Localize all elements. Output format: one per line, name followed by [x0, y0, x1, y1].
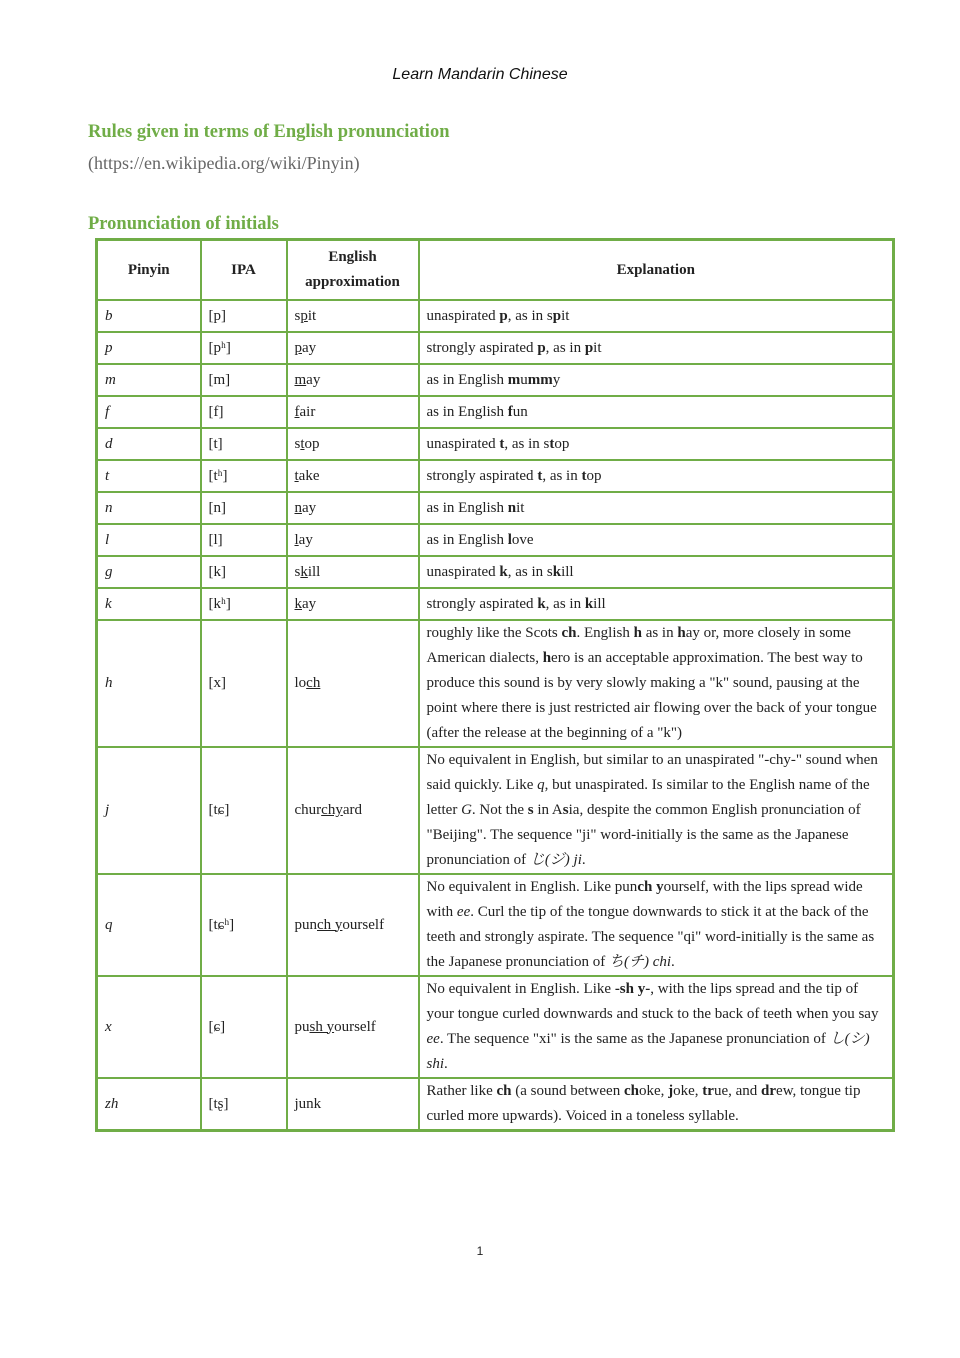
- explanation-segment: k: [552, 563, 562, 580]
- explanation-segment: ia, despite the common English pronunciation of "Beijing". The sequence "ji" word-initially is the same as the Japanese pronunciation of: [426, 802, 861, 868]
- english-approximation-cell: [287, 492, 419, 524]
- explanation-segment: ay or, more closely in some American dialects,: [426, 625, 851, 666]
- explanation-segment: p: [552, 307, 562, 324]
- explanation-segment: t: [499, 435, 505, 452]
- ipa-cell: [tʰ]: [201, 460, 287, 492]
- explanation-segment: , as in: [545, 339, 585, 356]
- english-segment: k: [294, 595, 302, 612]
- explanation-segment: as in English: [426, 403, 508, 420]
- header-ipa: IPA: [201, 240, 287, 301]
- explanation-segment: ch: [496, 1083, 512, 1099]
- english-segment: s: [294, 435, 301, 452]
- explanation-segment: ch y: [637, 879, 664, 895]
- english-segment: t: [300, 435, 305, 452]
- table-row: [97, 300, 894, 332]
- explanation-segment: , as in: [542, 467, 582, 484]
- explanation-segment: y: [552, 371, 561, 388]
- english-segment: ay: [302, 339, 317, 356]
- ipa-cell: [k]: [201, 556, 287, 588]
- explanation-cell: [419, 492, 894, 524]
- explanation-segment: strongly aspirated: [426, 339, 538, 356]
- english-approximation-cell: [287, 428, 419, 460]
- explanation-segment: . The sequence "xi" is the same as the Japanese pronunciation of: [439, 1031, 830, 1047]
- table-row: [97, 874, 894, 976]
- explanation-segment: m: [507, 371, 521, 388]
- ipa-cell: [p]: [201, 300, 287, 332]
- explanation-segment: strongly aspirated: [426, 467, 538, 484]
- section-heading: Rules given in terms of English pronunciation: [88, 122, 450, 142]
- explanation-segment: k: [537, 595, 546, 612]
- pinyin-cell: t: [97, 460, 201, 492]
- pinyin-cell: l: [97, 524, 201, 556]
- explanation-segment: h: [677, 625, 686, 641]
- english-approximation-cell: [287, 364, 419, 396]
- english-segment: it: [307, 307, 317, 324]
- explanation-segment: No equivalent in English. Like pun: [426, 879, 638, 895]
- english-segment: op: [304, 435, 320, 452]
- explanation-segment: q: [537, 777, 545, 793]
- explanation-segment: tr: [702, 1083, 714, 1099]
- pinyin-cell: zh: [97, 1078, 201, 1131]
- english-segment: n: [294, 499, 302, 516]
- english-segment: ay: [302, 499, 317, 516]
- explanation-segment: un: [512, 403, 528, 420]
- english-segment: t: [294, 467, 299, 484]
- explanation-segment: in A: [533, 802, 563, 818]
- english-approximation-cell: [287, 460, 419, 492]
- explanation-segment: . English: [576, 625, 634, 641]
- pinyin-cell: m: [97, 364, 201, 396]
- pinyin-cell: k: [97, 588, 201, 620]
- explanation-cell: [419, 747, 894, 874]
- explanation-segment: .: [444, 1056, 448, 1072]
- explanation-segment: it: [593, 339, 602, 356]
- ipa-cell: [m]: [201, 364, 287, 396]
- english-segment: f: [294, 403, 300, 420]
- ipa-cell: [tʂ]: [201, 1078, 287, 1131]
- english-segment: ill: [307, 563, 321, 580]
- explanation-segment: as in English: [426, 531, 508, 548]
- table-row: [97, 460, 894, 492]
- explanation-segment: Rather like: [426, 1083, 497, 1099]
- table-row: [97, 620, 894, 747]
- explanation-segment: じ(ジ) ji: [529, 852, 582, 868]
- table-row: [97, 556, 894, 588]
- table-row: [97, 428, 894, 460]
- pinyin-cell: h: [97, 620, 201, 747]
- table-row: [97, 396, 894, 428]
- ipa-cell: [n]: [201, 492, 287, 524]
- pinyin-cell: q: [97, 874, 201, 976]
- explanation-cell: [419, 620, 894, 747]
- subsection-heading: Pronunciation of initials: [88, 214, 279, 234]
- explanation-segment: .: [581, 852, 586, 868]
- ipa-cell: [l]: [201, 524, 287, 556]
- explanation-cell: [419, 588, 894, 620]
- explanation-segment: j: [668, 1083, 674, 1099]
- explanation-segment: unaspirated: [426, 307, 500, 324]
- explanation-segment: No equivalent in English. Like: [426, 981, 615, 997]
- explanation-segment: , as in s: [504, 435, 550, 452]
- table-row: [97, 976, 894, 1078]
- english-segment: l: [294, 531, 299, 548]
- pinyin-cell: j: [97, 747, 201, 874]
- table-header-row: [97, 240, 894, 301]
- english-segment: chy: [321, 802, 343, 818]
- explanation-cell: [419, 428, 894, 460]
- english-segment: s: [294, 563, 301, 580]
- explanation-cell: [419, 556, 894, 588]
- table-row: [97, 524, 894, 556]
- table-row: [97, 364, 894, 396]
- english-approximation-cell: [287, 620, 419, 747]
- explanation-segment: k: [499, 563, 508, 580]
- pinyin-cell: b: [97, 300, 201, 332]
- english-segment: ourself: [342, 916, 385, 933]
- explanation-segment: unaspirated: [426, 435, 500, 452]
- page-number: 1: [476, 1244, 484, 1258]
- explanation-segment: roughly like the Scots: [426, 625, 562, 641]
- explanation-segment: (a sound between: [511, 1083, 624, 1099]
- pinyin-cell: x: [97, 976, 201, 1078]
- explanation-segment: h: [542, 650, 552, 666]
- english-segment: s: [294, 307, 301, 324]
- explanation-segment: -sh y-: [614, 981, 651, 997]
- english-segment: pu: [294, 1018, 310, 1035]
- explanation-segment: No equivalent in English, but similar to an unaspirated "-chy-" sound when said quickly. Like: [426, 752, 878, 793]
- explanation-segment: n: [507, 499, 517, 516]
- english-segment: k: [300, 563, 308, 580]
- explanation-segment: p: [584, 339, 594, 356]
- english-segment: ourself: [334, 1018, 376, 1035]
- explanation-cell: [419, 396, 894, 428]
- english-approximation-cell: [287, 747, 419, 874]
- explanation-segment: し(シ) shi: [426, 1031, 870, 1072]
- english-segment: ay: [302, 595, 317, 612]
- explanation-segment: k: [584, 595, 594, 612]
- header-english: English approximation: [287, 240, 419, 301]
- explanation-segment: ち(チ) chi: [608, 954, 672, 970]
- explanation-segment: h: [633, 625, 642, 641]
- explanation-segment: G: [461, 802, 472, 818]
- explanation-segment: ill: [561, 563, 574, 580]
- explanation-segment: p: [499, 307, 508, 324]
- english-segment: p: [294, 339, 302, 356]
- explanation-segment: t: [549, 435, 555, 452]
- english-approximation-cell: [287, 300, 419, 332]
- explanation-segment: ero is an acceptable approximation. The best way to produce this sound is by very slowly making a "k" sound, pausing at the point where there is just restricted air flowing over the back of your tongue (after the release at the beginning of a "k"): [426, 650, 877, 741]
- pinyin-cell: f: [97, 396, 201, 428]
- english-segment: ch y: [317, 916, 343, 933]
- english-approximation-cell: [287, 1078, 419, 1131]
- english-segment: ake: [298, 467, 320, 484]
- explanation-segment: s: [562, 802, 569, 818]
- explanation-segment: op: [586, 467, 602, 484]
- explanation-segment: . Not the: [471, 802, 528, 818]
- explanation-segment: oke,: [673, 1083, 703, 1099]
- english-segment: ay: [306, 371, 321, 388]
- explanation-segment: ee: [426, 1031, 440, 1047]
- table-row: [97, 1078, 894, 1131]
- explanation-segment: mm: [527, 371, 553, 388]
- english-segment: p: [300, 307, 308, 324]
- pinyin-cell: d: [97, 428, 201, 460]
- english-segment: air: [299, 403, 316, 420]
- explanation-segment: ch: [561, 625, 577, 641]
- explanation-cell: [419, 874, 894, 976]
- explanation-segment: ue, and: [713, 1083, 762, 1099]
- explanation-segment: ourself, with the lips spread wide with: [426, 879, 863, 920]
- table-row: [97, 332, 894, 364]
- english-approximation-cell: [287, 588, 419, 620]
- table-row: [97, 588, 894, 620]
- english-segment: m: [294, 371, 307, 388]
- explanation-segment: , as in s: [507, 563, 553, 580]
- explanation-segment: ill: [593, 595, 606, 612]
- explanation-segment: l: [507, 531, 512, 548]
- running-header: Learn Mandarin Chinese: [392, 66, 568, 83]
- english-segment: lo: [294, 675, 307, 691]
- english-approximation-cell: [287, 976, 419, 1078]
- english-segment: pun: [294, 916, 317, 933]
- ipa-cell: [kʰ]: [201, 588, 287, 620]
- explanation-segment: strongly aspirated: [426, 595, 538, 612]
- explanation-segment: ee: [456, 904, 471, 920]
- explanation-cell: [419, 524, 894, 556]
- pinyin-cell: p: [97, 332, 201, 364]
- explanation-segment: t: [537, 467, 543, 484]
- initials-table: [95, 238, 895, 1132]
- english-approximation-cell: [287, 556, 419, 588]
- english-approximation-cell: [287, 396, 419, 428]
- ipa-cell: [x]: [201, 620, 287, 747]
- explanation-segment: ove: [511, 531, 534, 548]
- explanation-segment: dr: [761, 1083, 777, 1099]
- english-approximation-cell: [287, 332, 419, 364]
- ipa-cell: [ɕ]: [201, 976, 287, 1078]
- english-approximation-cell: [287, 874, 419, 976]
- header-pinyin: Pinyin: [97, 240, 201, 301]
- english-segment: ay: [298, 531, 313, 548]
- explanation-segment: , as in s: [507, 307, 553, 324]
- pinyin-cell: g: [97, 556, 201, 588]
- pinyin-cell: n: [97, 492, 201, 524]
- explanation-segment: op: [554, 435, 570, 452]
- explanation-cell: [419, 300, 894, 332]
- explanation-cell: [419, 332, 894, 364]
- explanation-segment: t: [581, 467, 587, 484]
- explanation-segment: u: [520, 371, 528, 388]
- explanation-segment: , but unaspirated. Is similar to the English name of the letter: [426, 777, 870, 818]
- explanation-segment: as in: [641, 625, 678, 641]
- explanation-segment: it: [516, 499, 525, 516]
- explanation-segment: .: [671, 954, 675, 970]
- ipa-cell: [f]: [201, 396, 287, 428]
- explanation-segment: s: [527, 802, 534, 818]
- explanation-cell: [419, 1078, 894, 1131]
- ipa-cell: [t]: [201, 428, 287, 460]
- explanation-cell: [419, 976, 894, 1078]
- english-segment: ch: [306, 675, 321, 691]
- explanation-segment: as in English: [426, 499, 508, 516]
- english-segment: ard: [342, 802, 362, 818]
- explanation-segment: unaspirated: [426, 563, 500, 580]
- english-segment: chur: [294, 802, 322, 818]
- table-row: [97, 492, 894, 524]
- explanation-cell: [419, 460, 894, 492]
- ipa-cell: [tɕ]: [201, 747, 287, 874]
- header-explanation: Explanation: [419, 240, 894, 301]
- english-segment: sh y: [309, 1018, 335, 1035]
- source-url: (https://en.wikipedia.org/wiki/Pinyin): [88, 153, 360, 173]
- ipa-cell: [tɕʰ]: [201, 874, 287, 976]
- ipa-cell: [pʰ]: [201, 332, 287, 364]
- table-row: [97, 747, 894, 874]
- explanation-segment: ew, tongue tip curled more upwards). Voiced in a toneless syllable.: [426, 1083, 861, 1124]
- explanation-cell: [419, 364, 894, 396]
- explanation-segment: it: [561, 307, 570, 324]
- explanation-segment: oke,: [638, 1083, 669, 1099]
- explanation-segment: . Curl the tip of the tongue downwards to stick it at the back of the teeth and strongly aspirate. The sequence "qi" word-initially is the same as the Japanese pronunciation of: [426, 904, 875, 970]
- explanation-segment: ch: [623, 1083, 639, 1099]
- english-segment: unk: [298, 1095, 322, 1112]
- explanation-segment: f: [507, 403, 513, 420]
- explanation-segment: p: [537, 339, 546, 356]
- explanation-segment: , with the lips spread and the tip of your tongue curled downwards and stuck to the back of teeth when you say: [426, 981, 879, 1022]
- english-approximation-cell: [287, 524, 419, 556]
- explanation-segment: , as in: [545, 595, 585, 612]
- english-segment: j: [294, 1095, 299, 1112]
- explanation-segment: as in English: [426, 371, 508, 388]
